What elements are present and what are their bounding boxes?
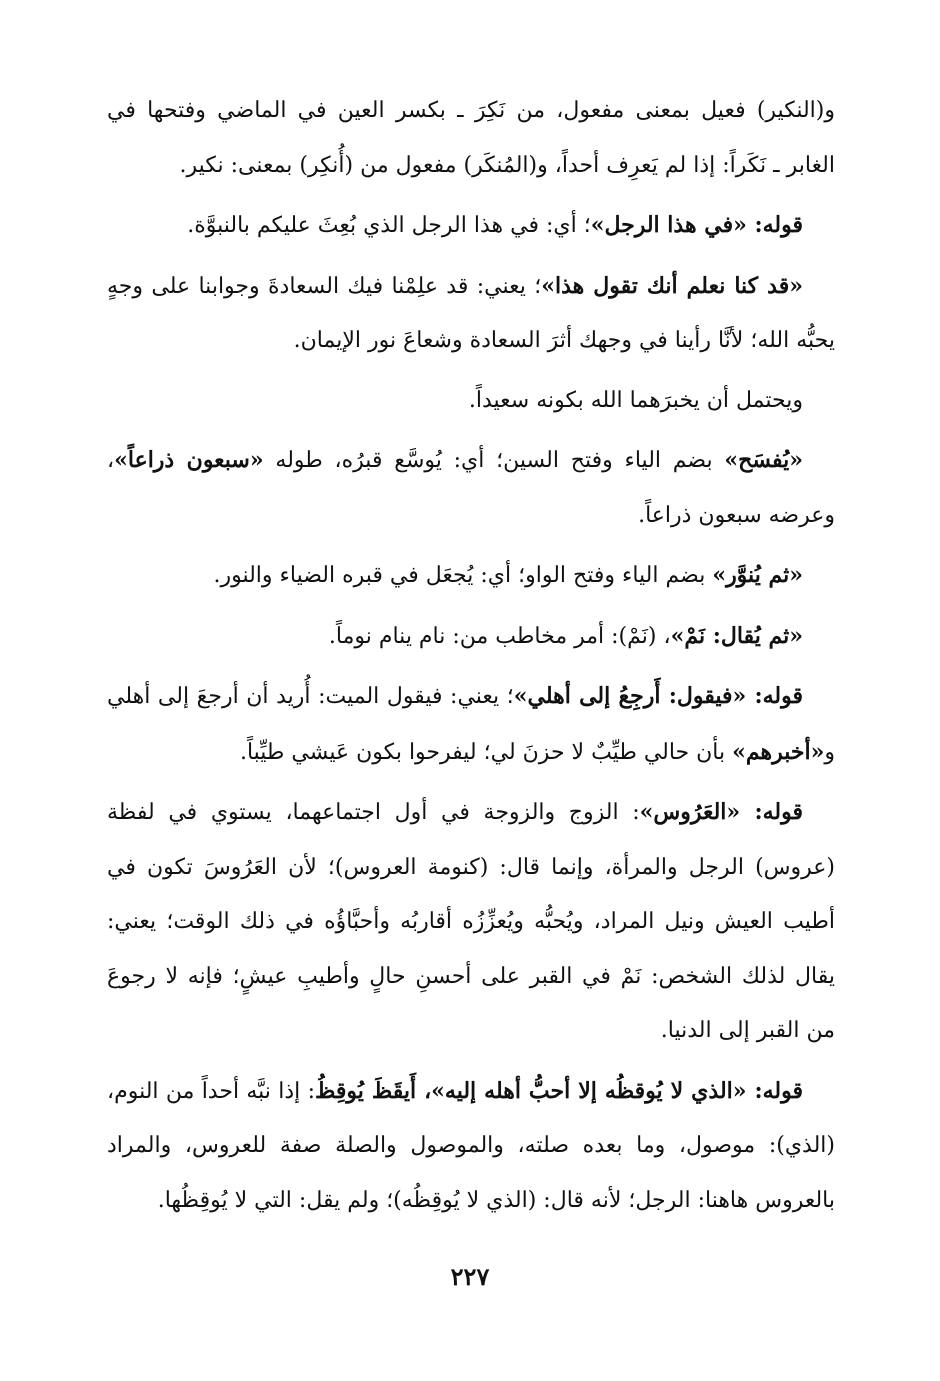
paragraph [107, 669, 835, 780]
text-run: ؛ يعني: قد علِمْنا فيك السعادةَ وجوابنا على وجهٍ يحبُّه الله؛ لأنَّا رأينا في وجهك أثرَ السعادة وشعاعَ نور الإيمان. [107, 273, 835, 353]
bold-phrase: قوله: «في هذا الرجل» [590, 212, 803, 238]
paragraph [107, 259, 835, 369]
paragraph [107, 548, 835, 604]
text-run: ويحتمل أن يخبرَهما الله بكونه سعيداً. [468, 387, 803, 413]
text-run: : إذا نبَّه أحداً من النوم، (الذي): موصول، وما بعده صلته، والموصول والصلة صفة للعروس، والمراد بالعروس هاهنا: الرجل؛ لأنه قال: (الذي لا يُوقِظُه)؛ ولم يقل: التي لا يُوقِظُها. [107, 1078, 835, 1213]
text-run: ، وعرضه سبعون ذراعاً. [107, 448, 835, 528]
paragraph [107, 785, 835, 1059]
text-run: ، (نَمْ): أمر مخاطب من: نام ينام نوماً. [328, 623, 671, 649]
text-run: بأن حالي طيِّبٌ لا حزنَ لي؛ ليفرحوا بكون عَيشي طيِّباً. [239, 739, 733, 765]
bold-phrase: «ثم يُنوَّر» [712, 562, 803, 588]
text-run: ؛ أي: في هذا الرجل الذي بُعِثَ عليكم بالنبوَّة. [187, 213, 591, 238]
text-run: بضم الياء وفتح السين؛ أي: يُوسَّع قبرُه، طوله [263, 448, 725, 473]
paragraph [107, 374, 835, 429]
paragraph [107, 1064, 835, 1229]
paragraph [107, 609, 835, 665]
page-body [107, 84, 835, 1233]
bold-phrase: قوله: «العَرُوس» [639, 799, 803, 825]
text-run: و(النكير) فعيل بمعنى مفعول، من نَكِرَ ـ بكسر العين في الماضي وفتحها في الغابر ـ نَكَراً: إذا لم يَعرِف أحداً، و(المُنكَر) مفعول من (أُنكِر) بمعنى: نكير. [107, 98, 835, 178]
bold-phrase: قوله: «فيقول: أَرجِعُ إلى أهلي» [513, 683, 803, 709]
paragraph [107, 84, 835, 193]
bold-phrase: «قد كنا نعلم أنك تقول هذا» [541, 272, 803, 299]
bold-phrase: «سبعون ذراعاً» [114, 447, 264, 473]
bold-phrase: «يُفسَح» [724, 447, 803, 473]
bold-phrase: «أخبرهم» [732, 738, 825, 765]
paragraph [107, 198, 835, 254]
bold-phrase: قوله: «الذي لا يُوقظُه إلا أحبُّ أهله إليه»، أَيقَظَ يُوقِظُ [314, 1077, 803, 1104]
bold-phrase: «ثم يُقال: نَمْ» [670, 622, 803, 649]
page-number: ٢٢٧ [450, 1262, 490, 1291]
text-run: ؛ يعني: فيقول الميت: أُريد أن أرجعَ إلى أهلي و [107, 684, 835, 765]
text-run: : الزوج والزوجة في أول اجتماعهما، يستوي في لفظة (عروس) الرجل والمرأة، وإنما قال: (كنومة العروس)؛ لأن العَرُوسَ تكون في أطيب العيش ونيل المراد، ويُحبُّه ويُعزِّزُه أقاربُه وأحبَّاؤُه في ذلك الوقت؛ يعني: يقال لذلك الشخص: نَمْ في القبر على أحسنِ حالٍ وأطيبِ عيشٍ؛ فإنه لا رجوعَ من القبر إلى الدنيا. [107, 800, 835, 1043]
paragraph [107, 433, 835, 543]
text-run: بضم الياء وفتح الواو؛ أي: يُجعَل في قبره الضياء والنور. [213, 563, 713, 588]
